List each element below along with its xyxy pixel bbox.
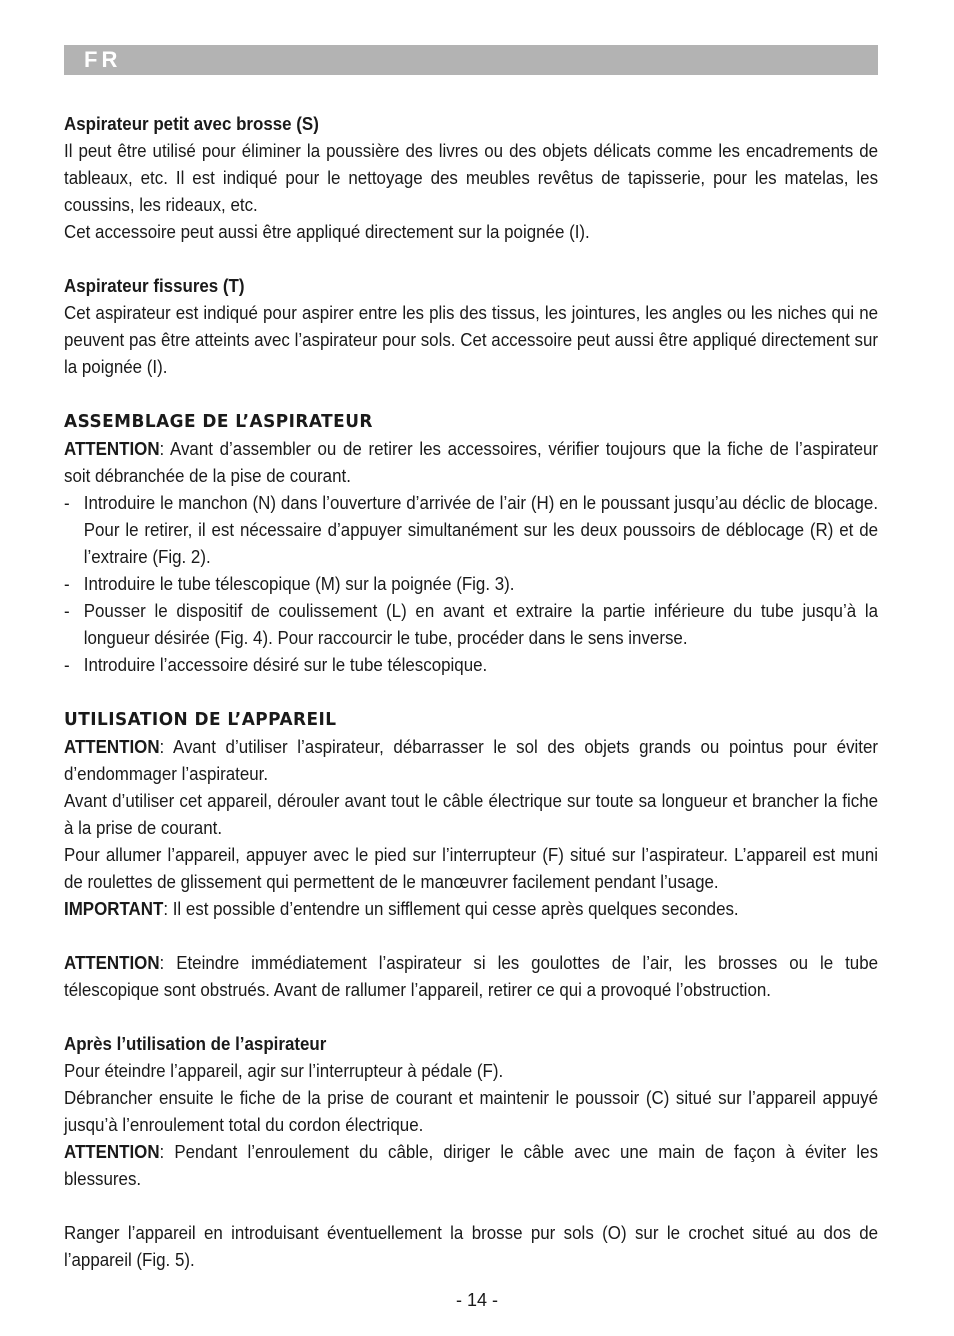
list-item: - Introduire le tube télescopique (M) sur la poignée (Fig. 3). — [64, 571, 878, 598]
list-item: - Pousser le dispositif de coulissement (L) en avant et extraire la partie inférieure du tube jusqu’à la longueur désirée (Fig. 4). Pour raccourcir le tube, procéder dans le sens inverse. — [64, 598, 878, 652]
paragraph: Cet aspirateur est indiqué pour aspirer entre les plis des tissus, les jointures, les angles ou les niches qui ne peuvent pas être atteints avec l’aspirateur pour sols. Cet accessoire peut aussi être appliqué directement sur la poignée (I). — [64, 303, 879, 377]
section-heading-usage: UTILISATION DE L’APPAREIL — [64, 709, 337, 730]
page-content — [64, 111, 878, 1274]
paragraph: Avant d’utiliser cet appareil, dérouler avant tout le câble électrique sur toute sa longueur et brancher la fiche à la prise de courant. — [64, 791, 879, 838]
paragraph: Débrancher ensuite le fiche de la prise de courant et maintenir le poussoir (C) situé sur l’appareil appuyé jusqu’à l’enroulement total du cordon électrique. — [64, 1088, 879, 1135]
attention-label: ATTENTION — [64, 1142, 160, 1162]
attention-label: ATTENTION — [64, 737, 160, 757]
attention-text: : Eteindre immédiatement l’aspirateur si les goulottes de l’air, les brosses ou le tube télescopique sont obstrués. Avant de rallumer l’appareil, retirer ce qui a provoqué l’obstruction. — [64, 953, 879, 1000]
attention-text: : Avant d’assembler ou de retirer les accessoires, vérifier toujours que la fiche de l’aspirateur soit débranchée de la pise de courant. — [64, 439, 879, 486]
important-label: IMPORTANT — [64, 899, 164, 919]
subheading-after-use: Après l’utilisation de l’aspirateur — [64, 1034, 327, 1054]
language-code: FR — [84, 47, 122, 72]
attention-text: : Pendant l’enroulement du câble, diriger le câble avec une main de façon à éviter les blessures. — [64, 1142, 879, 1189]
attention-paragraph — [64, 1139, 878, 1193]
language-header-bar — [64, 45, 878, 75]
subheading-small-brush: Aspirateur petit avec brosse (S) — [64, 114, 319, 134]
attention-label: ATTENTION — [64, 953, 160, 973]
important-text: : Il est possible d’entendre un sifflement qui cesse après quelques secondes. — [163, 899, 739, 919]
attention-paragraph — [64, 950, 878, 1004]
paragraph: Ranger l’appareil en introduisant éventuellement la brosse pur sols (O) sur le crochet situé au dos de l’appareil (Fig. 5). — [64, 1223, 879, 1270]
subheading-crevice-tool: Aspirateur fissures (T) — [64, 276, 245, 296]
attention-label: ATTENTION — [64, 439, 160, 459]
important-paragraph — [64, 896, 878, 923]
paragraph: Pour allumer l’appareil, appuyer avec le pied sur l’interrupteur (F) situé sur l’aspirateur. L’appareil est muni de roulettes de glissement qui permettent de le manœuvrer facilement pendant l’usage. — [64, 845, 879, 892]
list-item: - Introduire le manchon (N) dans l’ouverture d’arrivée de l’air (H) en le poussant jusqu’au déclic de blocage. Pour le retirer, il est nécessaire d’appuyer simultanément sur les deux poussoirs de déblocage (R) et de l’extraire (Fig. 2). — [64, 490, 878, 571]
attention-paragraph — [64, 436, 878, 490]
page — [64, 45, 878, 1274]
paragraph: Cet accessoire peut aussi être appliqué directement sur la poignée (I). — [64, 222, 590, 242]
assembly-steps-list — [64, 490, 878, 679]
paragraph: Il peut être utilisé pour éliminer la poussière des livres ou des objets délicats comme les encadrements de tableaux, etc. Il est indiqué pour le nettoyage des meubles revêtus de tapisserie, pour les matelas, les coussins, les rideaux, etc. — [64, 141, 879, 215]
attention-text: : Avant d’utiliser l’aspirateur, débarrasser le sol des objets grands ou pointus pour éviter d’endommager l’aspirateur. — [64, 737, 879, 784]
attention-paragraph — [64, 734, 878, 788]
section-heading-assembly: ASSEMBLAGE DE L’ASPIRATEUR — [64, 411, 373, 432]
list-item: - Introduire l’accessoire désiré sur le tube télescopique. — [64, 652, 878, 679]
page-number: - 14 - — [455, 1290, 498, 1310]
paragraph: Pour éteindre l’appareil, agir sur l’interrupteur à pédale (F). — [64, 1061, 504, 1081]
